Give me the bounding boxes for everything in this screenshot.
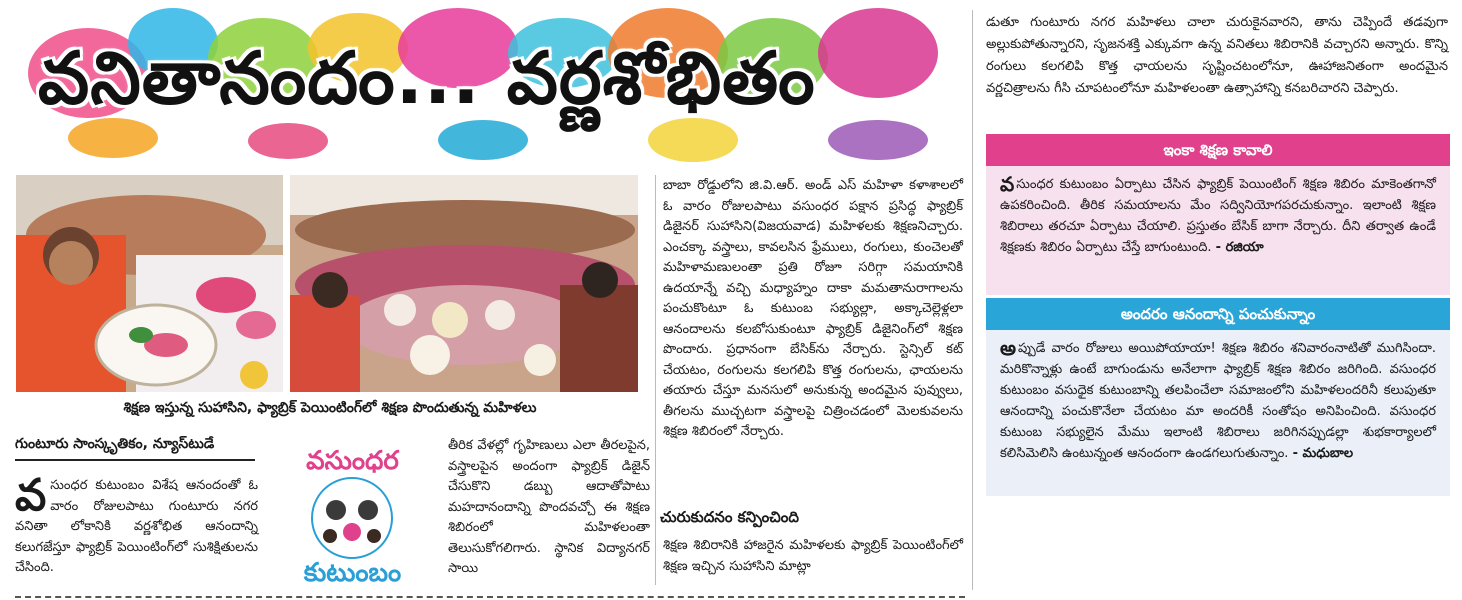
dropcap: వ <box>15 470 47 521</box>
column-1-text: సుంధర కుటుంబం విశేష ఆనందంతో ఓ వారం రోజులపాటు గుంటూరు నగర వనితా లోకానికి వర్ణశోభిత ఆనందాన్ని కలుగజేస్తూ ఫ్యాబ్రిక్ పెయింటింగ్‌లో సుశిక్షితులను చేసింది. <box>15 478 258 575</box>
headline: వనితానందం... వర్ణశోభితం <box>38 36 816 120</box>
byline: గుంటూరు సాంస్కృతికం, న్యూస్‌టుడే <box>15 436 255 461</box>
box-2-text: ప్పుడే వారం రోజులు అయిపోయాయా! శిక్షణ శిబిరం శనివారంనాటితో ముగిసిందా. మరికొన్నాళ్లు ఉంటే బాగుండును అనేలాగా ఫ్యాబ్రిక్ శిక్షణ శిబిరం జరిగింది. వసుంధర కుటుంబం వసుధైక కుటుంబాన్ని తలపించేలా సమాజంలోని మహిళలందరినీ కలుపుతూ ఆనందాన్ని పంచుకొనేలా చేయటం మా అందరికీ సంతోషం అనిపించింది. వసుంధర కుటుంబ సభ్యులైన మేము ఇలాంటి శిబిరాలు జరిగినప్పుడల్లా శుభకార్యాలలో కలిసిమెలిసి ఉంటున్నంత ఆనందంగా ఉండగలుగుతున్నాం. <box>1000 341 1436 461</box>
column-3 <box>663 176 963 443</box>
box-1-author: - రజియా <box>1215 240 1264 255</box>
box-1-heading: ఇంకా శిక్షణ కావాలి <box>986 134 1450 166</box>
sub-heading: చురుకుదనం కన్పించింది <box>660 508 799 526</box>
dropcap: అ <box>1000 336 1016 360</box>
column-1 <box>15 470 258 579</box>
box-1-text: సుంధర కుటుంబం ఏర్పాటు చేసిన ఫ్యాబ్రిక్ పెయింటింగ్ శిక్షణ శిబిరం మాకెంతగానో ఉపకరించింది. తీరిక సమయాలను మేం సద్వినియోగపరచుకున్నాం. ఇలాంటి శిక్షణ శిబిరాలు తరచూ ఏర్పాటు చేయాలి. ప్రస్తుతం బేసిక్ బాగా నేర్చారు. దీని తర్వాత ఉండే శిక్షణకు శిబిరం ఏర్పాటు చేస్తే బాగుంటుంది. <box>1000 177 1436 255</box>
photo-group <box>290 175 638 392</box>
color-splash <box>818 8 938 98</box>
bottom-rule <box>15 596 965 598</box>
dropcap: వ <box>1000 172 1015 196</box>
column-3-continued <box>663 536 963 577</box>
photo-caption: శిక్షణ ఇస్తున్న సుహాసిని, ఫ్యాబ్రిక్ పెయింటింగ్‌లో శిక్షణ పొందుతున్న మహిళలు <box>123 400 537 416</box>
column-3-text-2: శిక్షణ శిబిరానికి హాజరైన మహిళలకు ఫ్యాబ్రిక్ పెయింటింగ్‌లో శిక్షణ ఇచ్చిన సుహాసిని మాట్లా <box>663 538 963 574</box>
column-divider <box>972 10 973 590</box>
headline-banner <box>8 8 968 170</box>
column-2-text: తీరిక వేళల్లో గృహిణులు ఎలా తీరలపైన, వస్త్రాలపైన అందంగా ఫ్యాబ్రిక్ డిజైన్ చేసుకొని డబ్బు ఆదాతోపాటు మహదానందాన్ని పొందవచ్చో ఈ శిక్షణ శిబిరంలో మహిళలంతా తెలుసుకోగలిగారు. స్థానిక విద్యానగర్ సాయి <box>448 438 650 576</box>
vasundhara-logo <box>270 440 435 590</box>
column-2 <box>448 436 650 580</box>
column-3-text: బాబా రోడ్డులోని జి.వి.ఆర్. అండ్ ఎస్ మహిళా కళాశాలలో ఓ వారం రోజులపాటు వసుంధర పక్షాన ప్రసిద్ధ ఫ్యాబ్రిక్ డిజైనర్ సుహాసిని(విజయవాడ) మహిళలకు శిక్షణనిచ్చారు. ఎంచక్కా వస్త్రాలు, కావలసిన ఫ్రేములు, రంగులు, కుంచెలతో మహిళామణులంతా ప్రతి రోజూ సరిగ్గా సమయానికి ఉదయాన్నే వచ్చి మధ్యాహ్నం దాకా మమతానురాగాలను పంచుకొంటూ ఓ కుటుంబ సభ్యుల్లా, అక్కాచెల్లెళ్లలా ఆనందాలను కలబోసుకుంటూ ఫ్యాబ్రిక్ డిజైనింగ్‌లో శిక్షణ పొందారు. ప్రధానంగా బేసిక్‌ను నేర్చారు. స్టెన్సిల్ కట్ చేయటం, రంగులను కలగలిపి కొత్త రంగులను, ఛాయలను తయారు చేస్తూ మనసులో అనుకున్న అందమైన పువ్వులు, తీగలను ముచ్చటగా వస్త్రాలపై చిత్రించడంలో మెలకువలను శిక్షణ శిబిరంలో నేర్చారు. <box>663 178 963 439</box>
photo-teacher <box>16 175 283 392</box>
color-splash <box>828 120 928 160</box>
column-4-text: డుతూ గుంటూరు నగర మహిళలు చాలా చురుకైనవారని, తాను చెప్పిందే తడవుగా అల్లుకుపోతున్నారని, సృజనశక్తి ఎక్కువగా ఉన్న వనితలు శిబిరానికి వచ్చారని అన్నారు. కొన్ని రంగులు కలగలిపి కొత్త ఛాయలను సృష్టించటంలోనూ, ఊహాజనితంగా అందమైన వర్ణచిత్రాలను గీసి చూపటంలోనూ మహిళలంతా ఉత్సాహాన్ని కనబరిచారని చెప్పారు. <box>986 15 1448 96</box>
logo-top-text: వసుంధర <box>306 446 399 476</box>
box-2-author: - మధుబాల <box>1292 446 1354 461</box>
box-2 <box>986 330 1450 496</box>
box-1 <box>986 166 1450 295</box>
column-4 <box>986 12 1448 100</box>
box-2-heading: అందరం ఆనందాన్ని పంచుకున్నాం <box>986 298 1450 330</box>
column-divider <box>655 175 656 585</box>
logo-bottom-text: కుటుంబం <box>303 558 402 588</box>
